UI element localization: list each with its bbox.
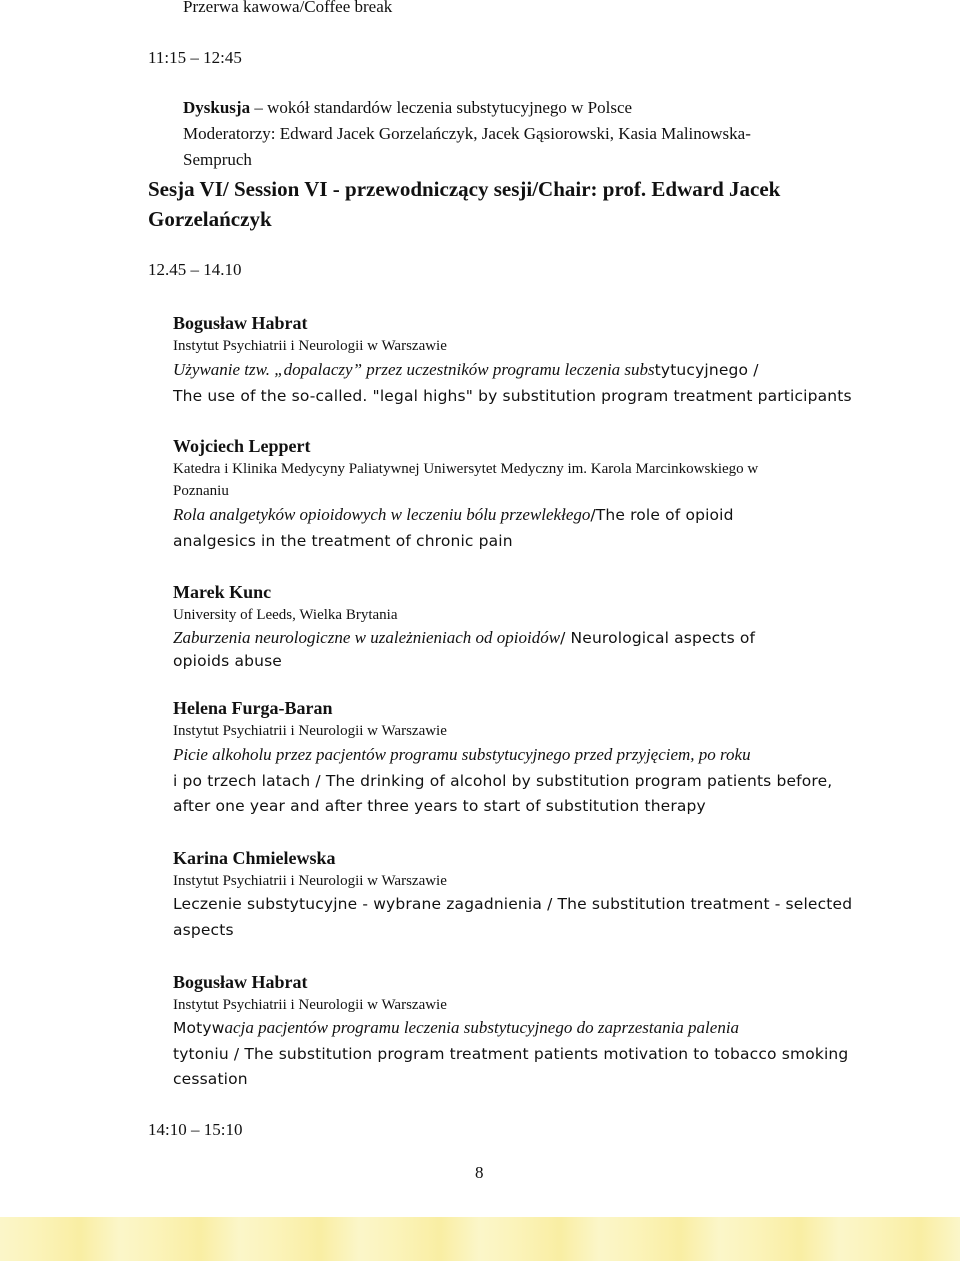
speaker-name: Helena Furga-Baran bbox=[173, 698, 333, 718]
talk-title-polish: Picie alkoholu przez pacjentów programu substytucyjnego przed przyjęciem, po roku bbox=[173, 745, 751, 764]
speaker-name: Bogusław Habrat bbox=[173, 313, 308, 333]
time-slot-3: 14:10 – 15:10 bbox=[148, 1120, 243, 1139]
talk-title-polish: Rola analgetyków opioidowych w leczeniu bólu przewlekłego bbox=[173, 505, 591, 524]
talk-title bbox=[173, 628, 755, 648]
talk-title-english-line-2: after one year and after three years to start of substitution therapy bbox=[173, 797, 706, 815]
talk-title-english-line-1: tytoniu / The substitution program treatment patients motivation to tobacco smoking bbox=[173, 1045, 849, 1063]
talk-title-english-line-1: i po trzech latach / The drinking of alcohol by substitution program patients before, bbox=[173, 772, 833, 790]
talk-title-line-1: Leczenie substytucyjne - wybrane zagadnienia / The substitution treatment - selected bbox=[173, 895, 853, 913]
speaker-name: Karina Chmielewska bbox=[173, 848, 336, 868]
speaker-name: Bogusław Habrat bbox=[173, 972, 308, 992]
discussion-line bbox=[183, 98, 632, 118]
talk-title-polish: Zaburzenia neurologiczne w uzależnieniach od opioidów bbox=[173, 628, 561, 647]
speaker-affiliation: University of Leeds, Wielka Brytania bbox=[173, 607, 398, 623]
talk-title-line-2: aspects bbox=[173, 921, 234, 939]
talk-title-polish-tail: tytucyjnego / bbox=[654, 361, 759, 379]
talk-title-english: The use of the so-called. "legal highs" by substitution program treatment participants bbox=[173, 387, 852, 405]
speaker-affiliation: Instytut Psychiatrii i Neurologii w Warszawie bbox=[173, 997, 447, 1013]
talk-title-polish: Używanie tzw. „dopalaczy” przez uczestników programu leczenia subs bbox=[173, 360, 655, 379]
talk-title-english: / Neurological aspects of bbox=[560, 629, 756, 647]
talk-title-english-line-2: cessation bbox=[173, 1070, 248, 1088]
speaker-affiliation: Instytut Psychiatrii i Neurologii w Warszawie bbox=[173, 873, 447, 889]
talk-title bbox=[173, 360, 759, 380]
moderators-line-2: Sempruch bbox=[183, 150, 252, 169]
page-number: 8 bbox=[475, 1163, 484, 1182]
talk-title-polish-head: Motyw bbox=[173, 1019, 225, 1037]
speaker-affiliation-line-1: Katedra i Klinika Medycyny Paliatywnej Uniwersytet Medyczny im. Karola Marcinkowskiego w bbox=[173, 461, 759, 477]
speaker-affiliation: Instytut Psychiatrii i Neurologii w Warszawie bbox=[173, 723, 447, 739]
session-heading-line-2: Gorzelańczyk bbox=[148, 207, 272, 231]
talk-title bbox=[173, 505, 734, 525]
footer-decorative-band bbox=[0, 1217, 960, 1261]
session-heading-line-1: Sesja VI/ Session VI - przewodniczący sesji/Chair: prof. Edward Jacek bbox=[148, 177, 781, 201]
speaker-affiliation-line-2: Poznaniu bbox=[173, 483, 229, 499]
coffee-break-label: Przerwa kawowa/Coffee break bbox=[183, 0, 393, 16]
talk-title-english: /The role of opioid bbox=[590, 506, 734, 524]
discussion-label: Dyskusja bbox=[183, 98, 251, 117]
moderators-line-1: Moderatorzy: Edward Jacek Gorzelańczyk, Jacek Gąsiorowski, Kasia Malinowska- bbox=[183, 124, 751, 143]
talk-title-polish: acja pacjentów programu leczenia substytucyjnego do zaprzestania palenia bbox=[224, 1018, 740, 1037]
speaker-affiliation: Instytut Psychiatrii i Neurologii w Warszawie bbox=[173, 338, 447, 354]
speaker-name: Wojciech Leppert bbox=[173, 436, 311, 456]
time-slot-2: 12.45 – 14.10 bbox=[148, 260, 242, 279]
time-slot-1: 11:15 – 12:45 bbox=[148, 48, 242, 67]
discussion-topic: – wokół standardów leczenia substytucyjnego w Polsce bbox=[250, 98, 633, 117]
talk-title-english-line-2: analgesics in the treatment of chronic pain bbox=[173, 532, 513, 550]
talk-title bbox=[173, 1018, 739, 1038]
talk-title-english-line-2: opioids abuse bbox=[173, 652, 282, 670]
speaker-name: Marek Kunc bbox=[173, 582, 272, 602]
